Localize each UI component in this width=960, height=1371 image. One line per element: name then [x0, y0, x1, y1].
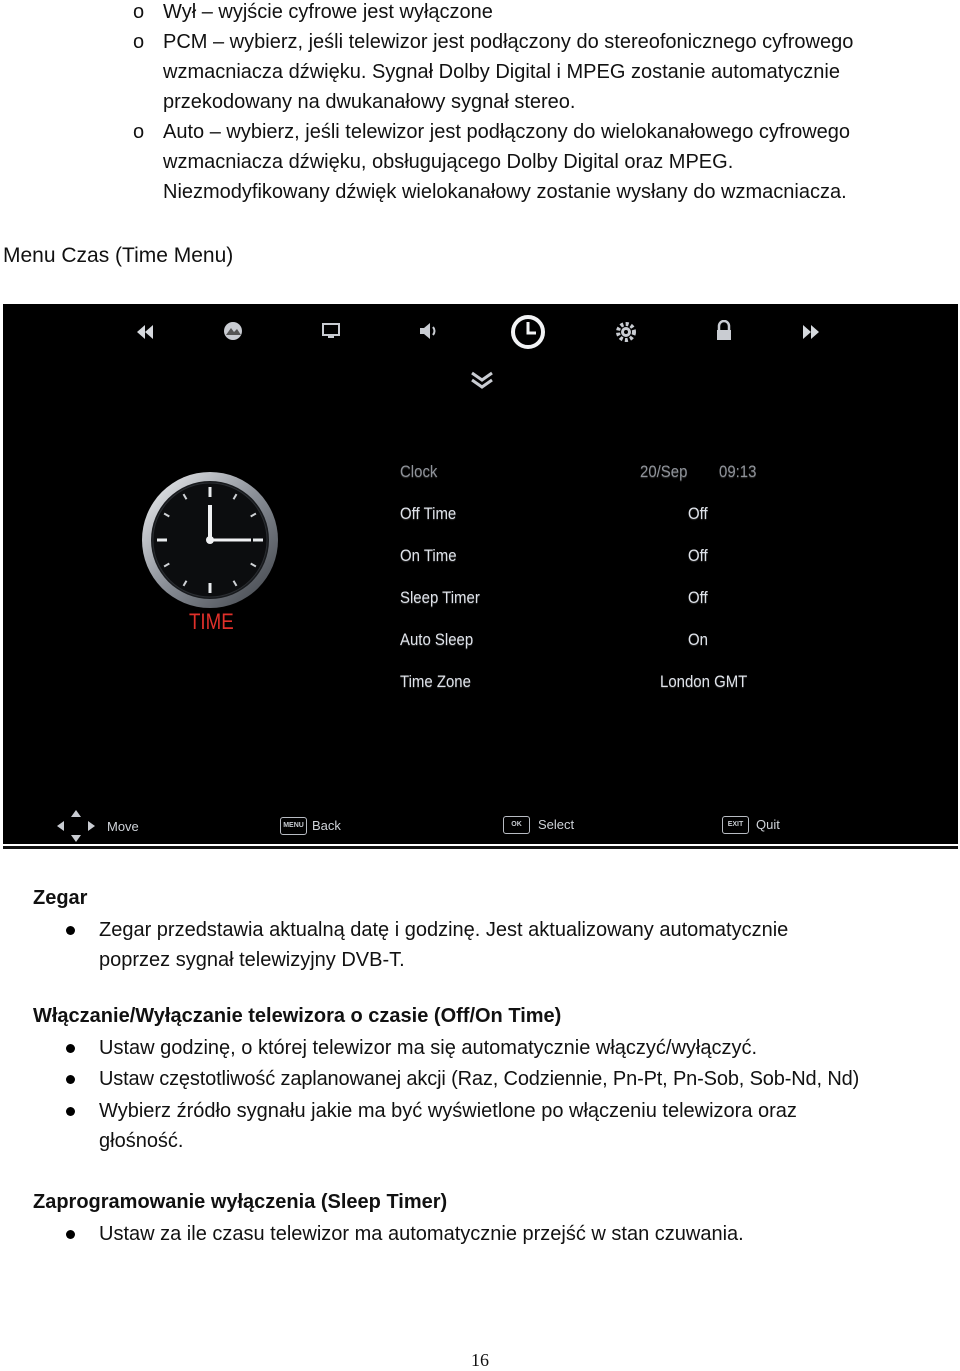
- menu-item-time-zone[interactable]: Time Zone: [400, 672, 471, 691]
- footer-back-label: Back: [312, 818, 341, 833]
- offon-heading: Włączanie/Wyłączanie telewizora o czasie (Off/On Time): [33, 1005, 562, 1027]
- footer-move-label: Move: [107, 819, 139, 834]
- zegar-text: Zegar przedstawia aktualną datę i godzinę. Jest aktualizowany automatycznie: [99, 919, 789, 941]
- menu-item-off-time[interactable]: Off Time: [400, 504, 457, 523]
- analog-clock-icon: [139, 469, 281, 611]
- time-caption: TIME: [189, 609, 234, 634]
- ok-key-icon: OK: [503, 816, 530, 834]
- tv-time-menu-screenshot: [3, 304, 958, 844]
- zegar-heading: Zegar: [33, 887, 88, 909]
- option-bullet: o: [133, 1, 145, 23]
- offon-bullet-1: Ustaw godzinę, o której telewizor ma się automatycznie włączyć/wyłączyć.: [99, 1037, 758, 1059]
- option-pcm-text: PCM – wybierz, jeśli telewizor jest podłączony do stereofonicznego cyfrowego: [163, 31, 854, 53]
- clock-label: Clock: [400, 462, 438, 481]
- clock-icon: [510, 314, 546, 350]
- clock-time: 09:13: [719, 462, 757, 481]
- option-pcm-text-cont: przekodowany na dwukanałowy sygnał stereo.: [163, 91, 576, 113]
- option-auto-text-cont: wzmacniacza dźwięku, obsługującego Dolby Digital oraz MPEG.: [163, 151, 734, 173]
- menu-value-time-zone[interactable]: London GMT: [660, 672, 748, 691]
- option-auto-text: Auto – wybierz, jeśli telewizor jest podłączony do wielokanałowego cyfrowego: [163, 121, 851, 143]
- bullet-dot: [66, 926, 75, 935]
- screen-icon: [321, 322, 341, 340]
- menu-item-sleep-timer[interactable]: Sleep Timer: [400, 588, 480, 607]
- chevron-down-icon: [469, 370, 495, 390]
- option-bullet: o: [133, 31, 145, 53]
- rewind-icon: [135, 322, 155, 342]
- zegar-text-cont: poprzez sygnał telewizyjny DVB-T.: [99, 949, 405, 971]
- menu-item-on-time[interactable]: On Time: [400, 546, 457, 565]
- forward-icon: [801, 322, 821, 342]
- exit-key-icon: EXIT: [722, 816, 749, 834]
- sleep-bullet-1: Ustaw za ile czasu telewizor ma automatycznie przejść w stan czuwania.: [99, 1223, 744, 1245]
- bullet-dot: [66, 1044, 75, 1053]
- move-arrows-icon: [55, 808, 97, 844]
- section-title: Menu Czas (Time Menu): [3, 244, 234, 267]
- footer-select-label: Select: [538, 817, 575, 832]
- menu-item-auto-sleep[interactable]: Auto Sleep: [400, 630, 474, 649]
- bullet-dot: [66, 1230, 75, 1239]
- menu-value-sleep-timer[interactable]: Off: [688, 588, 708, 607]
- menu-value-off-time[interactable]: Off: [688, 504, 708, 523]
- bullet-dot: [66, 1107, 75, 1116]
- bullet-dot: [66, 1075, 75, 1084]
- lock-icon: [715, 320, 733, 342]
- footer-quit-label: Quit: [756, 817, 780, 832]
- speaker-icon: [418, 321, 440, 341]
- option-auto-text-cont: Niezmodyfikowany dźwięk wielokanałowy zostanie wysłany do wzmacniacza.: [163, 181, 847, 203]
- option-pcm-text-cont: wzmacniacza dźwięku. Sygnał Dolby Digital i MPEG zostanie automatycznie: [163, 61, 840, 83]
- offon-bullet-3-cont: głośność.: [99, 1130, 184, 1152]
- offon-bullet-3: Wybierz źródło sygnału jakie ma być wyświetlone po włączeniu telewizora oraz: [99, 1100, 797, 1122]
- clock-date: 20/Sep: [640, 462, 688, 481]
- picture-icon: [222, 320, 244, 342]
- menu-key-icon: MENU: [280, 817, 307, 835]
- option-bullet: o: [133, 121, 145, 143]
- menu-value-on-time[interactable]: Off: [688, 546, 708, 565]
- option-off-text: Wył – wyjście cyfrowe jest wyłączone: [163, 1, 493, 23]
- screenshot-divider: [3, 846, 958, 849]
- menu-value-auto-sleep[interactable]: On: [688, 630, 708, 649]
- gear-icon: [615, 321, 637, 343]
- offon-bullet-2: Ustaw częstotliwość zaplanowanej akcji (Raz, Codziennie, Pn-Pt, Pn-Sob, Sob-Nd, Nd): [99, 1068, 860, 1090]
- page-number: 16: [471, 1350, 489, 1370]
- sleep-heading: Zaprogramowanie wyłączenia (Sleep Timer): [33, 1191, 448, 1213]
